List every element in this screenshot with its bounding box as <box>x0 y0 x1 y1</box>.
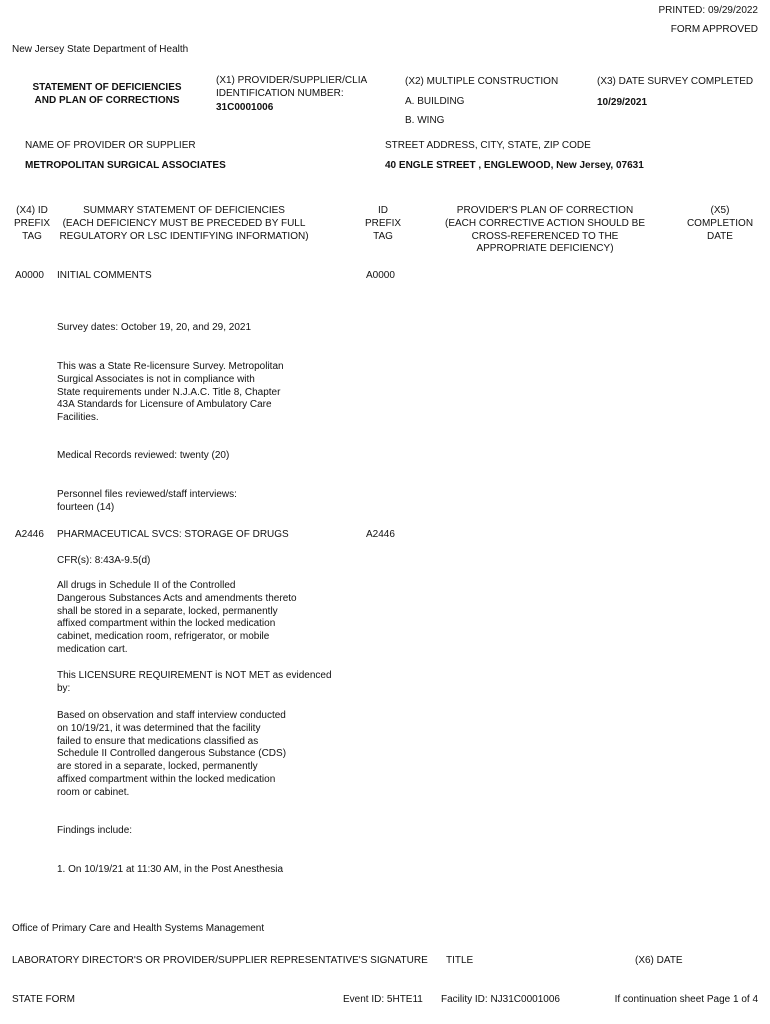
provider-label: NAME OF PROVIDER OR SUPPLIER <box>25 140 196 151</box>
entry-title: INITIAL COMMENTS <box>57 270 152 281</box>
department-name: New Jersey State Department of Health <box>12 44 189 55</box>
entry-paragraph: All drugs in Schedule II of the Controlled Dangerous Substances Acts and amendments thereto shall be stored in a separate, locked, permanently affixed compartment within the locked medication cabinet, medication room, refrigerator, or mobile medication cart. <box>57 580 297 655</box>
entry-paragraph: Based on observation and staff interview conducted on 10/19/21, it was determined that the facility failed to ensure that medications classified as Schedule II Controlled dangerous Substance (CDS) are stored in a separate, locked, permanently affixed compartment within the locked medication room or cabinet. <box>57 710 287 798</box>
x2-label: (X2) MULTIPLE CONSTRUCTION <box>405 76 559 87</box>
x1-label: (X1) PROVIDER/SUPPLIER/CLIA IDENTIFICATION NUMBER: <box>216 75 368 99</box>
entry-paragraph: This was a State Re-licensure Survey. Metropolitan Surgical Associates is not in compliance with State requirements under N.J.A.C. Title 8, Chapter 43A Standards for Licensure of Ambulatory Care Facilities. <box>57 361 284 424</box>
entry-id-tag: A0000 <box>366 270 395 281</box>
column-x4-header: (X4) ID PREFIX TAG <box>13 205 51 242</box>
address-value: 40 ENGLE STREET , ENGLEWOOD, New Jersey, 07631 <box>385 160 644 171</box>
entry-tag: A2446 <box>15 529 44 540</box>
x1-value: 31C0001006 <box>216 102 274 113</box>
printed-date: PRINTED: 09/29/2022 <box>658 5 758 16</box>
entry-paragraph: Personnel files reviewed/staff interviews: fourteen (14) <box>57 489 237 513</box>
entry-paragraph: CFR(s): 8:43A-9.5(d) <box>57 555 151 566</box>
x2-wing: B. WING <box>405 115 445 126</box>
x3-label: (X3) DATE SURVEY COMPLETED <box>597 76 754 87</box>
x3-value: 10/29/2021 <box>597 97 648 108</box>
entry-tag: A0000 <box>15 270 44 281</box>
entry-paragraph: This LICENSURE REQUIREMENT is NOT MET as evidenced by: <box>57 670 332 694</box>
entry-id-tag: A2446 <box>366 529 395 540</box>
column-id-header: ID PREFIX TAG <box>364 205 402 242</box>
provider-name: METROPOLITAN SURGICAL ASSOCIATES <box>25 160 226 171</box>
x2-building: A. BUILDING <box>405 96 465 107</box>
entry-paragraph: Survey dates: October 19, 20, and 29, 2021 <box>57 322 252 333</box>
column-summary-header: SUMMARY STATEMENT OF DEFICIENCIES (EACH DEFICIENCY MUST BE PRECEDED BY FULL REGULATORY OR LSC IDENTIFYING INFORMATION) <box>59 205 309 242</box>
event-id: Event ID: 5HTE11 <box>343 994 423 1005</box>
address-label: STREET ADDRESS, CITY, STATE, ZIP CODE <box>385 140 591 151</box>
entry-paragraph: Findings include: <box>57 825 133 836</box>
facility-id: Facility ID: NJ31C0001006 <box>441 994 560 1005</box>
statement-title: STATEMENT OF DEFICIENCIES AND PLAN OF CORRECTIONS <box>32 82 182 106</box>
x6-date-label: (X6) DATE <box>635 955 683 966</box>
column-x5-header: (X5) COMPLETION DATE <box>686 205 754 242</box>
entry-paragraph: Medical Records reviewed: twenty (20) <box>57 450 230 461</box>
entry-title: PHARMACEUTICAL SVCS: STORAGE OF DRUGS <box>57 529 289 540</box>
office-name: Office of Primary Care and Health Systems Management <box>12 923 265 934</box>
title-label: TITLE <box>446 955 474 966</box>
column-plan-header: PROVIDER'S PLAN OF CORRECTION (EACH CORRECTIVE ACTION SHOULD BE CROSS-REFERENCED TO THE APPROPRIATE DEFICIENCY) <box>444 205 646 255</box>
signature-label: LABORATORY DIRECTOR'S OR PROVIDER/SUPPLIER REPRESENTATIVE'S SIGNATURE <box>12 955 428 966</box>
continuation-note: If continuation sheet Page 1 of 4 <box>614 994 758 1005</box>
entry-paragraph: 1. On 10/19/21 at 11:30 AM, in the Post Anesthesia <box>57 864 284 875</box>
form-approved: FORM APPROVED <box>670 24 758 35</box>
state-form-label: STATE FORM <box>12 994 75 1005</box>
